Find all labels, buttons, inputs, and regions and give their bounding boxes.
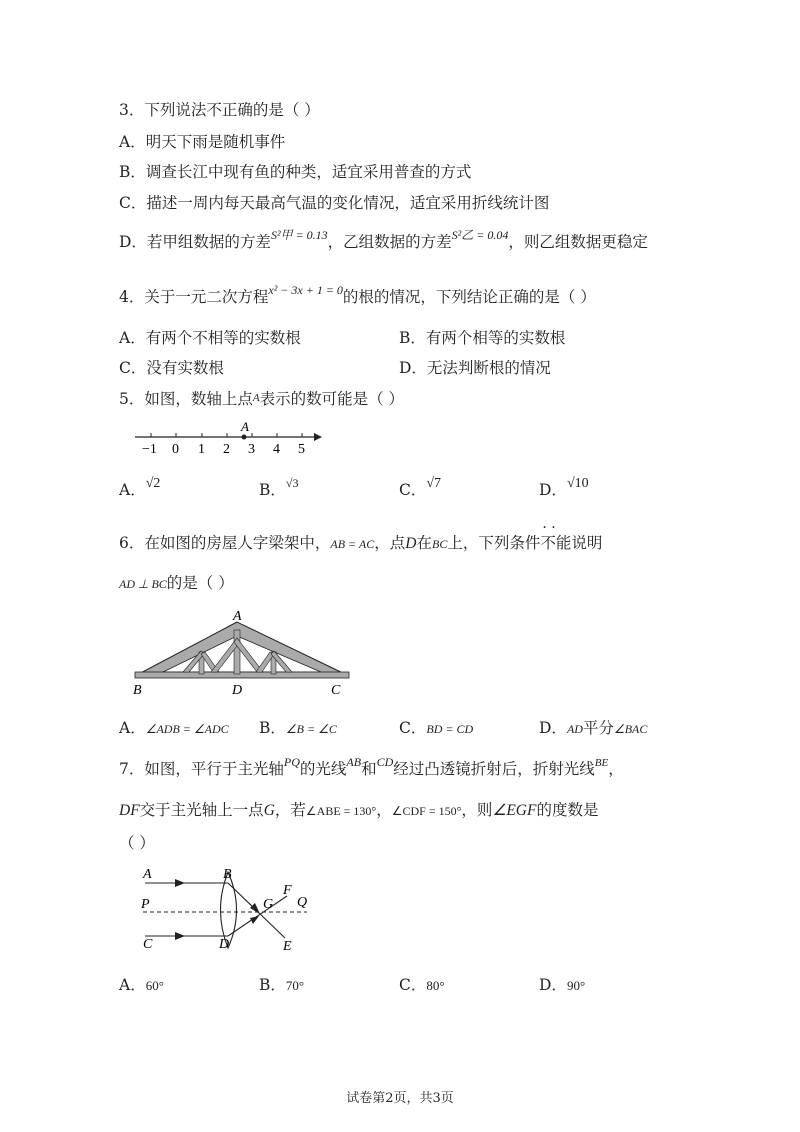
q7-ray-df: DF	[119, 802, 140, 819]
q7-text2: 的光线	[299, 760, 347, 778]
q6-segment-bc: BC	[431, 537, 448, 551]
q5-c-label: C．	[399, 481, 427, 499]
q5-option-b	[259, 478, 298, 500]
ray-df	[228, 896, 287, 936]
q3-d-variance-yi: S²乙 = 0.04	[451, 228, 509, 242]
q6-a-value: ∠ADB = ∠ADC	[145, 722, 229, 736]
q7-b-label: B．	[259, 976, 286, 994]
q7-text6: 交于主光轴上一点	[139, 801, 264, 819]
q5-a-value: √2	[145, 476, 161, 491]
q6-text4: 上，下列条件	[447, 534, 541, 552]
q5-stem	[119, 387, 404, 409]
q7-a-value: 60°	[145, 978, 164, 993]
lens-label-g: G	[263, 897, 274, 912]
q6-b-label: B．	[259, 719, 286, 737]
q3-option-b: B．调查长江中现有鱼的种类，适宜采用普查的方式	[119, 163, 472, 181]
q6-text6: 的是（ ）	[166, 574, 234, 592]
q6-text1: 6．在如图的房屋人字梁架中，	[119, 534, 331, 552]
number-line-point-a	[242, 435, 247, 440]
q7-angle-cdf: ∠CDF = 150°	[391, 804, 462, 818]
number-line-point-label: A	[241, 420, 249, 434]
q5-stem-text1: 5．如图，数轴上点	[119, 390, 253, 408]
q6-option-b	[259, 716, 337, 738]
q6-d-text: 平分	[582, 719, 614, 737]
q7-text4: 经过凸透镜折射后，折射光线	[393, 760, 595, 778]
q5-point-name: A	[252, 392, 260, 404]
q7-text8: ，	[376, 801, 392, 819]
q3-d-text3: ，则乙组数据更稳定	[508, 233, 648, 251]
q4-option-a: A．有两个不相等的实数根	[119, 329, 301, 347]
q7-b-value: 70°	[285, 978, 305, 993]
q7-text7: ，若	[274, 801, 306, 819]
truss-label-a: A	[233, 609, 242, 624]
q5-d-label: D．	[539, 481, 567, 499]
q3-d-variance-jia: S²甲 = 0.13	[270, 228, 328, 242]
page-footer: 试卷第2页，共3页	[346, 1091, 454, 1106]
tick-label-neg1: −1	[142, 442, 157, 457]
q7-option-c	[399, 973, 445, 995]
q7-stem-line3: （ ）	[119, 834, 155, 852]
q7-axis-pq: PQ	[283, 755, 300, 769]
q6-perpendicular: AD ⊥ BC	[119, 577, 167, 591]
q6-d-angle: ∠BAC	[613, 722, 648, 736]
q5-number-line	[130, 420, 330, 460]
q5-c-value: √7	[426, 476, 442, 491]
q7-text5: ，	[608, 760, 624, 778]
tick-label-5: 5	[298, 442, 305, 457]
q3-option-c: C．描述一周内每天最高气温的变化情况，适宜采用折线统计图	[119, 194, 550, 212]
q6-text5: 说明	[571, 534, 603, 552]
q6-emphasis-neng: · · 不能	[540, 531, 571, 553]
q7-angle-egf: ∠EGF	[492, 802, 537, 819]
q4-option-d: D．无法判断根的情况	[399, 359, 551, 377]
q7-angle-abe: ∠ABE = 130°	[305, 804, 377, 818]
q7-d-label: D．	[539, 976, 567, 994]
q6-c-value: BD = CD	[426, 722, 474, 736]
truss-label-d: D	[232, 683, 243, 698]
tick-label-2: 2	[223, 442, 230, 457]
q7-c-value: 80°	[426, 978, 445, 993]
q6-d-segment: AD	[566, 722, 583, 736]
q3-d-text1: D．若甲组数据的方差	[119, 233, 271, 251]
ray-ab-arrow	[175, 879, 185, 887]
q7-option-a	[119, 973, 164, 995]
lens-label-f: F	[283, 883, 292, 898]
number-line-ticks	[151, 433, 302, 437]
truss-beam	[135, 672, 349, 678]
q5-d-value: √10	[566, 476, 589, 491]
q7-stem-line2	[119, 798, 598, 820]
q6-stem-line1	[119, 531, 602, 553]
lens-label-a: A	[143, 867, 152, 882]
lens-label-d: D	[219, 937, 230, 952]
q7-text9: ，则	[461, 801, 493, 819]
q5-option-d	[539, 478, 589, 500]
q7-lens-diagram	[125, 860, 325, 956]
q6-condition: AB = AC	[330, 537, 375, 551]
q6-d-label: D．	[539, 719, 567, 737]
q7-ray-be: BE	[594, 757, 609, 769]
q7-d-value: 90°	[566, 978, 586, 993]
q7-option-d	[539, 973, 585, 995]
q4-stem-text1: 4．关于一元二次方程	[119, 288, 269, 306]
q6-text3: 在	[416, 534, 432, 552]
q7-a-label: A．	[119, 976, 146, 994]
q7-text1: 7．如图，平行于主光轴	[119, 760, 284, 778]
q5-option-a	[119, 478, 160, 500]
truss-label-b: B	[133, 683, 142, 698]
tick-label-0: 0	[172, 442, 179, 457]
q7-ray-ab: AB	[346, 755, 362, 769]
lens-label-p: P	[141, 897, 150, 912]
q7-ray-cd: CD	[376, 755, 394, 769]
q6-stem-line2	[119, 571, 234, 593]
ray-df-arrow	[250, 916, 259, 924]
q5-b-label: B．	[259, 481, 286, 499]
q6-c-label: C．	[399, 719, 427, 737]
q7-point-g: G	[263, 802, 275, 819]
truss-label-c: C	[331, 683, 341, 698]
q4-equation: x² − 3x + 1 = 0	[268, 283, 343, 297]
q7-text10: 的度数是	[536, 801, 599, 819]
q5-a-label: A．	[119, 481, 146, 499]
tick-label-3: 3	[248, 442, 255, 457]
truss-members	[183, 630, 292, 674]
q7-stem-line1	[119, 757, 624, 779]
q6-option-a	[119, 716, 229, 738]
q4-option-c: C．没有实数根	[119, 359, 224, 377]
q6-text2: ，点	[374, 534, 406, 552]
q4-stem-text2: 的根的情况，下列结论正确的是（ ）	[342, 288, 596, 306]
q3-d-text2: ，乙组数据的方差	[327, 233, 452, 251]
q6-b-value: ∠B = ∠C	[285, 722, 337, 736]
number-line-arrow	[314, 433, 322, 441]
q7-c-label: C．	[399, 976, 427, 994]
q4-option-b: B．有两个相等的实数根	[399, 329, 566, 347]
lens-label-c: C	[143, 937, 153, 952]
q3-option-d	[119, 230, 648, 252]
q7-text3: 和	[361, 760, 377, 778]
q6-option-c	[399, 716, 473, 738]
q6-truss-diagram	[125, 608, 355, 700]
lens-label-q: Q	[297, 895, 308, 910]
ray-cd-arrow	[175, 932, 185, 940]
tick-label-1: 1	[198, 442, 205, 457]
q5-option-c	[399, 478, 441, 500]
q5-stem-text2: 表示的数可能是（ ）	[259, 390, 405, 408]
q5-b-value: √3	[285, 476, 299, 490]
q6-point-d: D	[405, 535, 417, 552]
q3-stem: 3．下列说法不正确的是（ ）	[119, 101, 320, 119]
q4-stem	[119, 285, 596, 307]
q6-a-label: A．	[119, 719, 146, 737]
q3-option-a: A．明天下雨是随机事件	[119, 133, 286, 151]
q7-option-b	[259, 973, 304, 995]
tick-label-4: 4	[273, 442, 280, 457]
q6-option-d	[539, 716, 647, 738]
lens-label-e: E	[283, 939, 292, 954]
lens-label-b: B	[223, 867, 232, 882]
